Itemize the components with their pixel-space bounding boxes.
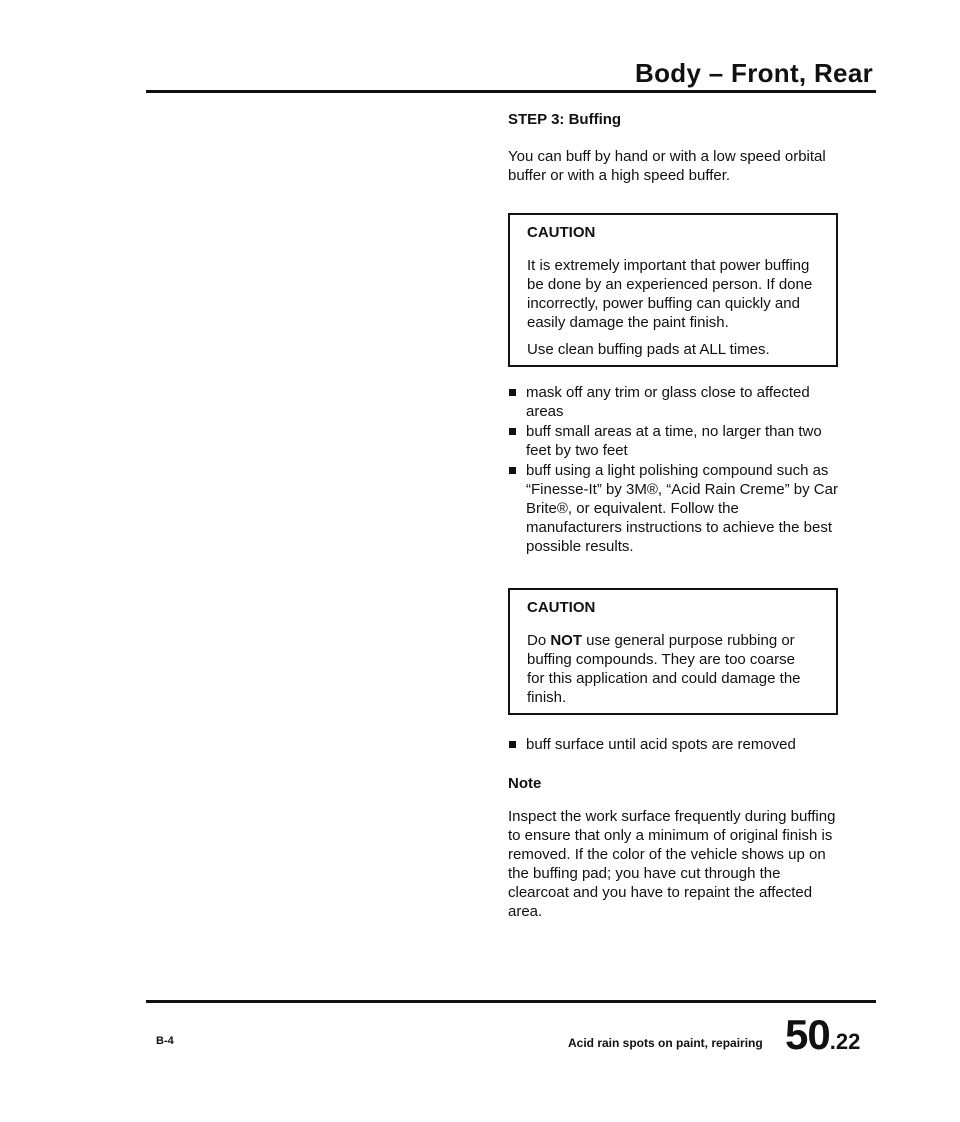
page-reference: B-4 [156,1035,174,1047]
caution-box-compounds [508,588,838,715]
note-text: Inspect the work surface frequently during buffing to ensure that only a minimum of original finish is removed. If the color of the vehicle shows up on the buffing pad; you have cut through the clearcoat and you have to repaint the affected area. [508,808,836,920]
footer-caption: Acid rain spots on paint, repairing [568,1036,763,1050]
section-number-sub: .22 [829,1029,861,1054]
caution-emphasis: NOT [550,632,583,649]
section-number [785,1011,860,1059]
list-item: buff surface until acid spots are removed [508,735,838,754]
list-item: buff small areas at a time, no larger than two feet by two feet [508,422,838,460]
caution-text: It is extremely important that power buffing be done by an experienced person. If done incorrectly, power buffing can quickly and easily damage the paint finish. [527,257,813,331]
buffing-finish-list [508,735,838,754]
caution-text-pads: Use clean buffing pads at ALL times. [527,341,770,358]
header-rule [146,90,876,93]
buffing-steps-list [508,383,838,556]
caution-heading: CAUTION [527,224,596,241]
list-item: buff using a light polishing compound such as “Finesse-It” by 3M®, “Acid Rain Creme” by Car Brite®, or equivalent. Follow the manufacturers instructions to achieve the best possible results. [508,461,838,556]
footer-rule [146,1000,876,1003]
caution-box-power-buffing [508,213,838,367]
main-content [508,110,838,921]
note-heading: Note [508,775,542,792]
list-item: mask off any trim or glass close to affected areas [508,383,838,421]
caution-text [527,631,816,707]
caution-heading: CAUTION [527,599,596,616]
caution-text-pre: Do [527,632,551,649]
page-header-title: Body – Front, Rear [635,58,873,88]
caution-text-post: use general purpose rubbing or buffing compounds. They are too coarse for this application and could damage the finish. [527,632,801,706]
step-title: STEP 3: Buffing [508,111,622,128]
section-number-main: 50 [785,1011,830,1058]
step-intro: You can buff by hand or with a low speed orbital buffer or with a high speed buffer. [508,148,826,184]
